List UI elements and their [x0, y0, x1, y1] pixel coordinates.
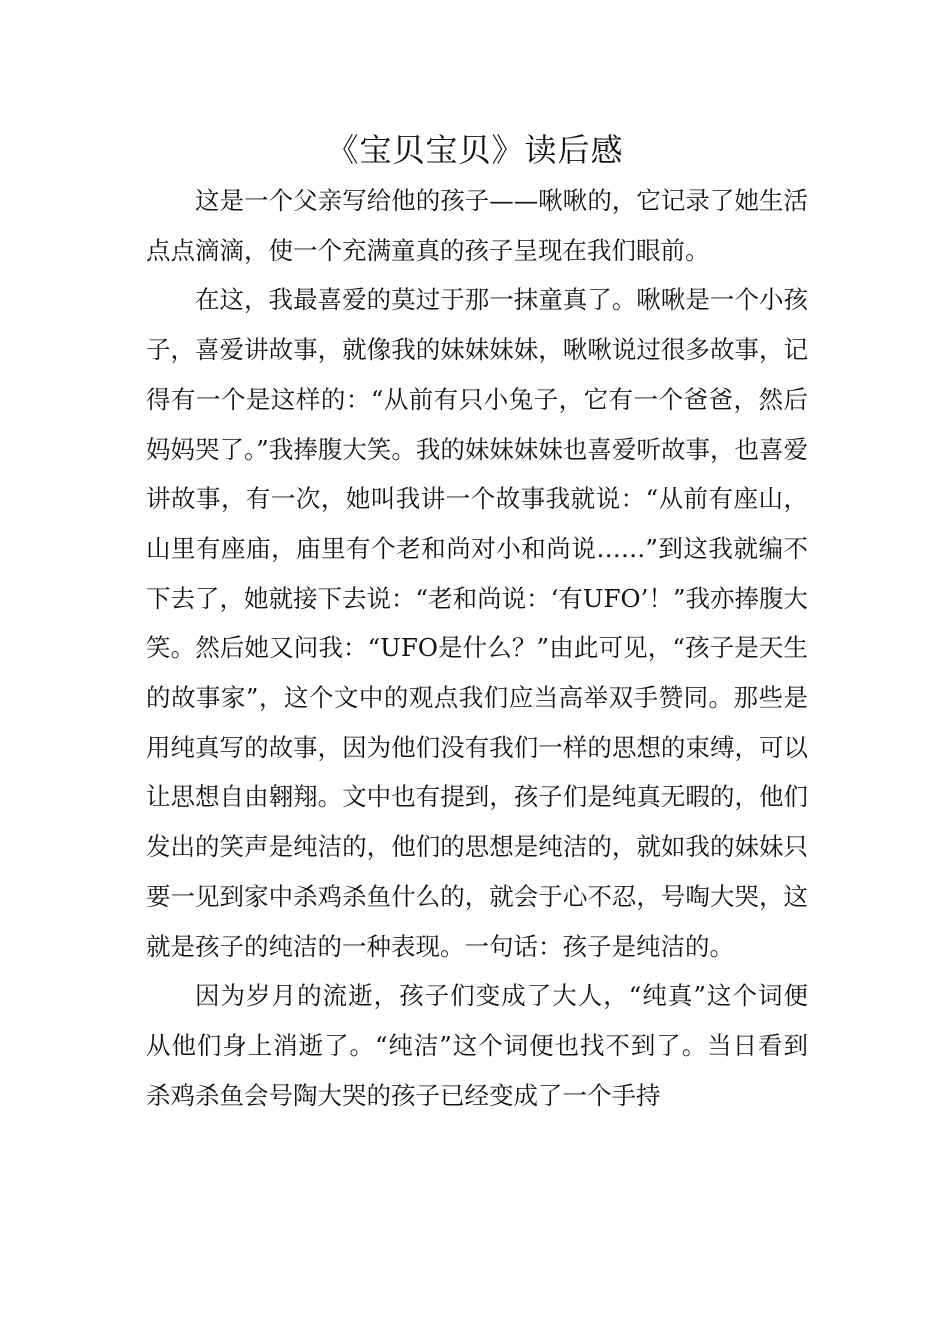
- paragraph: 在这，我最喜爱的莫过于那一抹童真了。啾啾是一个小孩子，喜爱讲故事，就像我的妹妹妹妹，啾啾说过很多故事，记得有一个是这样的：“从前有只小兔子，它有一个爸爸，然后妈妈哭了。”我捧腹大笑。我的妹妹妹妹也喜爱听故事，也喜爱讲故事，有一次，她叫我讲一个故事我就说：“从前有座山，山里有座庙，庙里有个老和尚对小和尚说……”到这我就编不下去了，她就接下去说：“老和尚说：‘有UFO’！”我亦捧腹大笑。然后她又问我：“UFO是什么？”由此可见，“孩子是天生的故事家”，这个文中的观点我们应当高举双手赞同。那些是用纯真写的故事，因为他们没有我们一样的思想的束缚，可以让思想自由翱翔。文中也有提到，孩子们是纯真无暇的，他们发出的笑声是纯洁的，他们的思想是纯洁的，就如我的妹妹只要一见到家中杀鸡杀鱼什么的，就会于心不忍，号啕大哭，这就是孩子的纯洁的一种表现。一句话：孩子是纯洁的。: [146, 285, 808, 961]
- document-title: 《宝贝宝贝》读后感: [326, 131, 624, 169]
- paragraph: 因为岁月的流逝，孩子们变成了大人，“纯真”这个词便从他们身上消逝了。“纯洁”这个词便也找不到了。当日看到杀鸡杀鱼会号陶大哭的孩子已经变成了一个手持: [146, 981, 808, 1110]
- paragraph: 这是一个父亲写给他的孩子——啾啾的，它记录了她生活点点滴滴，使一个充满童真的孩子呈现在我们眼前。: [146, 186, 808, 265]
- document-body: [146, 176, 808, 1120]
